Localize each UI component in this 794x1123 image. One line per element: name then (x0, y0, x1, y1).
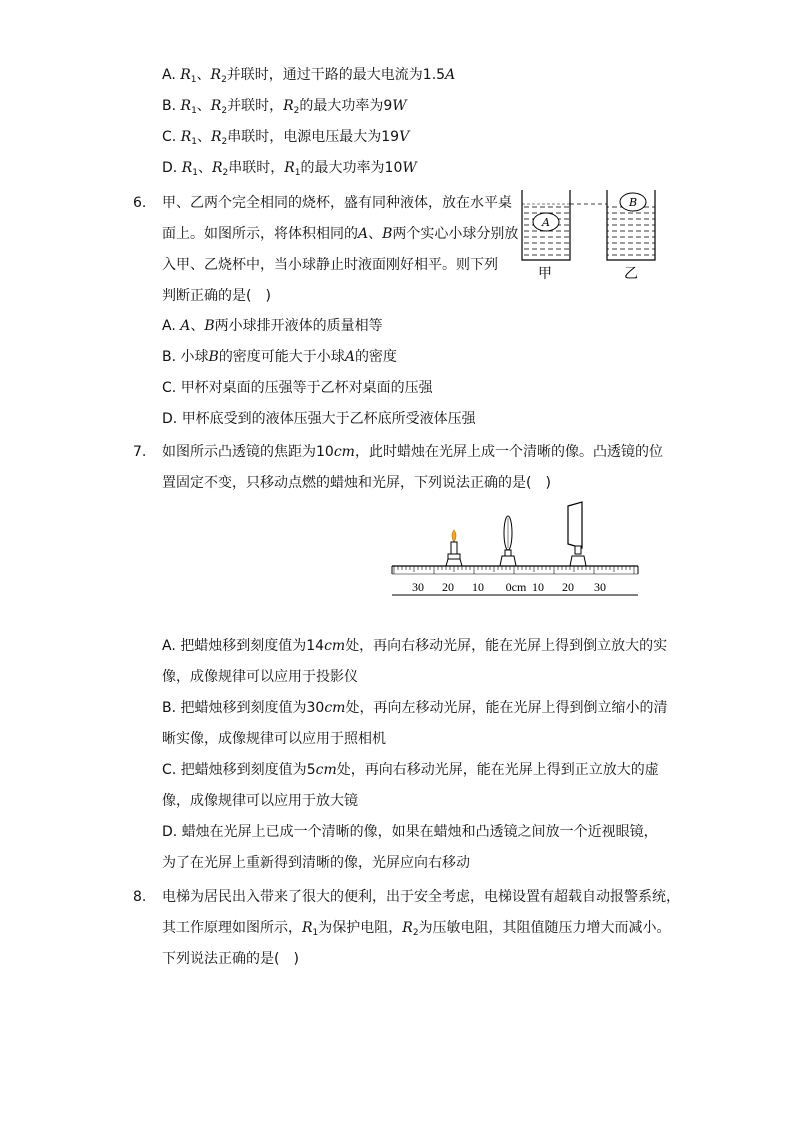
convex-lens (500, 516, 516, 566)
option-text: 的最大功率为 (300, 160, 385, 176)
option-letter: B. (162, 700, 177, 716)
ruler-tick-label: 30 (594, 580, 606, 594)
value: 10 (384, 160, 403, 176)
option-letter: D. (162, 160, 178, 176)
q6-option-c (162, 378, 433, 398)
label-yi: 乙 (624, 266, 638, 282)
var-b: B (208, 349, 219, 365)
value: 19 (381, 129, 400, 145)
unit: W (402, 160, 417, 176)
subscript: 2 (293, 106, 300, 116)
var-r: R (284, 160, 295, 176)
var-r: R (210, 67, 222, 83)
subscript: 2 (221, 75, 227, 85)
candle (446, 530, 462, 566)
option-text: 把蜡烛移到刻度值为 (180, 638, 307, 654)
var-r: R (283, 98, 294, 114)
subscript: 1 (294, 168, 301, 178)
subscript: 2 (412, 928, 419, 938)
separator: 、 (196, 98, 211, 114)
option-text: 串联时，电源电压最大为 (227, 129, 382, 145)
text: 为压敏电阻，其阻值随压力增大而减小。 (418, 920, 671, 936)
beaker-jia (522, 190, 570, 260)
option-text: 把蜡烛移到刻度值为 (180, 762, 307, 778)
text: 两个实心小球分别放 (392, 226, 519, 242)
optical-bench-figure (388, 500, 644, 604)
option-text: 处，再向右移动光屏，能在光屏上得到倒立放大的实 (345, 638, 668, 654)
subscript: 1 (191, 106, 197, 116)
option-letter: D. (162, 824, 178, 840)
label-jia: 甲 (538, 266, 552, 282)
separator: 、 (368, 226, 383, 242)
option-letter: A. (162, 638, 176, 654)
beakers-figure (515, 186, 675, 286)
q6-option-b (162, 347, 397, 367)
ruler-tick-label: 30 (412, 580, 424, 594)
unit: cm (315, 762, 337, 778)
subscript: 1 (312, 928, 319, 938)
q7-option-b-line2: 晰实像，成像规律可以应用于照相机 (162, 731, 386, 747)
option-letter: C. (162, 129, 177, 145)
q7-option-c (162, 760, 659, 780)
ruler-tick-labels (412, 580, 606, 594)
option-letter: B. (162, 98, 177, 114)
q7-text-line-2: 置固定不变，只移动点燃的蜡烛和光屏，下列说法正确的是( ) (162, 475, 551, 491)
var-a: A (344, 349, 355, 365)
option-letter: C. (162, 380, 177, 396)
subscript: 1 (191, 137, 197, 147)
var-r: R (211, 160, 223, 176)
text: 为保护电阻， (318, 920, 403, 936)
q5-option-a (162, 65, 455, 90)
value: 14 (306, 638, 325, 654)
q7-option-a (162, 636, 667, 656)
option-text: 并联时， (227, 98, 284, 114)
q5-option-d (162, 158, 417, 183)
value: 1.5 (422, 67, 446, 83)
question-number: 6. (133, 195, 147, 211)
unit: cm (324, 638, 346, 654)
var-r: R (180, 67, 191, 83)
var-r: R (181, 160, 193, 176)
q7-option-d-line2: 为了在光屏上重新得到清晰的像，光屏应向右移动 (162, 855, 470, 871)
separator: 、 (196, 67, 211, 83)
option-letter: C. (162, 762, 177, 778)
ruler-tick-label: 20 (442, 580, 454, 594)
option-text: 甲杯对桌面的压强等于乙杯对桌面的压强 (180, 380, 433, 396)
option-text: 处，再向左移动光屏，能在光屏上得到倒立缩小的清 (345, 700, 668, 716)
q6-text-line-2 (162, 224, 518, 244)
text: ，此时蜡烛在光屏上成一个清晰的像。凸透镜的位 (354, 444, 663, 460)
option-text: 甲杯底受到的液体压强大于乙杯底所受液体压强 (181, 411, 476, 427)
ball-b-label: B (628, 196, 638, 209)
beaker-yi (607, 190, 655, 260)
unit: cm (333, 444, 355, 460)
subscript: 1 (190, 75, 197, 85)
text: 面上。如图所示，将体积相同的 (162, 226, 358, 242)
var-b: B (204, 318, 215, 334)
option-letter: B. (162, 349, 177, 365)
q8-text-line-1: 电梯为居民出入带来了很大的便利，出于安全考虑，电梯设置有超载自动报警系统， (162, 889, 680, 905)
option-text: 两小球排开液体的质量相等 (214, 318, 383, 334)
option-letter: A. (162, 318, 176, 334)
option-text: 的密度 (354, 349, 397, 365)
value: 30 (306, 700, 325, 716)
question-number: 8. (133, 889, 147, 905)
q8-text-line-2 (162, 918, 671, 943)
value: 10 (316, 444, 334, 460)
q7-option-a-line2: 像，成像规律可以应用于投影仪 (162, 669, 358, 685)
var-r: R (302, 920, 313, 936)
subscript: 1 (192, 168, 198, 178)
var-a: A (180, 318, 191, 334)
q7-option-b (162, 698, 667, 718)
text: 其工作原理如图所示， (162, 920, 302, 936)
q6-option-d (162, 409, 476, 429)
option-letter: D. (162, 411, 178, 427)
q7-option-c-line2: 像，成像规律可以应用于放大镜 (162, 793, 358, 809)
q5-option-c (162, 127, 409, 152)
option-text: 蜡烛在光屏上已成一个清晰的像，如果在蜡烛和凸透镜之间放一个近视眼镜， (181, 824, 658, 840)
var-r: R (180, 98, 192, 114)
var-b: B (382, 226, 393, 242)
q6-text-line-1: 甲、乙两个完全相同的烧杯，盛有同种液体，放在水平桌 (162, 195, 512, 211)
separator: 、 (196, 129, 211, 145)
option-text: 串联时， (228, 160, 285, 176)
q6-text-line-3: 入甲、乙烧杯中，当小球静止时液面刚好相平。则下列 (162, 257, 498, 273)
var-r: R (210, 129, 222, 145)
unit: V (399, 129, 410, 145)
q5-option-b (162, 96, 407, 121)
separator: 、 (190, 318, 205, 334)
option-letter: A. (162, 67, 176, 83)
option-text: 小球 (180, 349, 209, 365)
option-text: 的最大功率为 (299, 98, 384, 114)
separator: 、 (197, 160, 212, 176)
unit: W (392, 98, 407, 114)
option-text: 的密度可能大于小球 (218, 349, 345, 365)
subscript: 2 (221, 106, 228, 116)
unit: cm (324, 700, 346, 716)
option-text: 处，再向右移动光屏，能在光屏上得到正立放大的虚 (336, 762, 659, 778)
light-screen (568, 502, 586, 566)
option-text: 并联时，通过干路的最大电流为 (226, 67, 423, 83)
q6-text-line-4: 判断正确的是( ) (162, 288, 271, 304)
q7-text-line-1 (162, 442, 663, 462)
var-r: R (402, 920, 413, 936)
q6-option-a (162, 316, 383, 336)
q7-option-d (162, 822, 658, 842)
ruler-tick-label: 0cm (505, 580, 527, 594)
text: 如图所示凸透镜的焦距为 (162, 444, 316, 460)
value: 9 (383, 98, 393, 114)
q8-text-line-3: 下列说法正确的是( ) (162, 951, 299, 967)
ruler-tick-label: 10 (472, 580, 484, 594)
ruler-tick-label: 20 (562, 580, 574, 594)
option-text: 把蜡烛移到刻度值为 (180, 700, 307, 716)
question-number: 7. (133, 444, 147, 460)
var-r: R (210, 98, 222, 114)
ruler-tick-label: 10 (532, 580, 544, 594)
value: 5 (306, 762, 316, 778)
var-r: R (180, 129, 192, 145)
subscript: 2 (221, 137, 228, 147)
subscript: 2 (222, 168, 229, 178)
ball-a-label: A (542, 216, 550, 229)
unit: A (445, 67, 456, 83)
ruler-ticks (394, 566, 634, 574)
var-a: A (358, 226, 369, 242)
